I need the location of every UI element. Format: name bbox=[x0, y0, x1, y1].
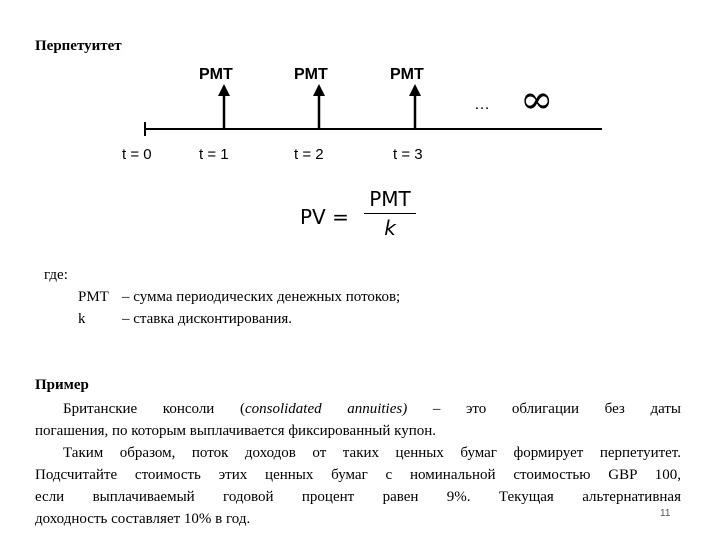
italic-term: consolidated annuities) bbox=[244, 401, 408, 417]
tick-label-0: t = 0 bbox=[122, 146, 152, 163]
example-heading: Пример bbox=[35, 377, 89, 393]
text-run: Британские консоли ( bbox=[63, 401, 245, 417]
pmt-label-3: PMT bbox=[390, 66, 424, 83]
definition-k bbox=[78, 311, 498, 331]
pmt-label-1: PMT bbox=[199, 66, 233, 83]
page-number: 11 bbox=[660, 508, 671, 519]
perpetuity-timeline bbox=[0, 0, 720, 180]
payment-arrow-3 bbox=[409, 84, 421, 128]
tick-label-2: t = 2 bbox=[294, 146, 324, 163]
infinity-symbol: ∞ bbox=[520, 77, 554, 123]
payment-arrow-1 bbox=[218, 84, 230, 128]
paragraph-line: если выплачиваемый годовой процент равен 9%. Текущая альтернативная bbox=[35, 489, 681, 505]
formula-numerator: PMT bbox=[369, 187, 411, 211]
slide-title: Перпетуитет bbox=[35, 38, 122, 54]
formula-fraction bbox=[364, 187, 416, 240]
definition-pmt bbox=[78, 289, 498, 309]
paragraph-line bbox=[35, 398, 681, 420]
fraction-bar bbox=[364, 213, 416, 214]
timeline-ellipsis: … bbox=[474, 96, 490, 113]
definition-text: – сумма периодических денежных потоков; bbox=[122, 289, 401, 305]
formula-denominator: k bbox=[384, 216, 396, 240]
tick-label-3: t = 3 bbox=[393, 146, 423, 163]
example-paragraph-1 bbox=[35, 398, 681, 442]
pmt-label-2: PMT bbox=[294, 66, 328, 83]
tick-label-1: t = 1 bbox=[199, 146, 229, 163]
paragraph-line: доходность составляет 10% в год. bbox=[35, 511, 251, 527]
payment-arrow-2 bbox=[313, 84, 325, 128]
formula-lhs: PV = bbox=[300, 205, 349, 229]
paragraph-line: Таким образом, поток доходов от таких ценных бумаг формирует перпетуитет. bbox=[63, 445, 681, 461]
definition-text: – ставка дисконтирования. bbox=[122, 311, 293, 327]
example-paragraph-2 bbox=[35, 442, 681, 530]
definition-term: k bbox=[78, 311, 86, 327]
where-label: где: bbox=[44, 267, 68, 283]
paragraph-line: погашения, по которым выплачивается фиксированный купон. bbox=[35, 423, 437, 439]
text-run: – это облигации без даты bbox=[407, 401, 681, 417]
paragraph-line: Подсчитайте стоимость этих ценных бумаг с номинальной стоимостью GBP 100, bbox=[35, 467, 681, 483]
definition-term: PMT bbox=[78, 289, 109, 305]
